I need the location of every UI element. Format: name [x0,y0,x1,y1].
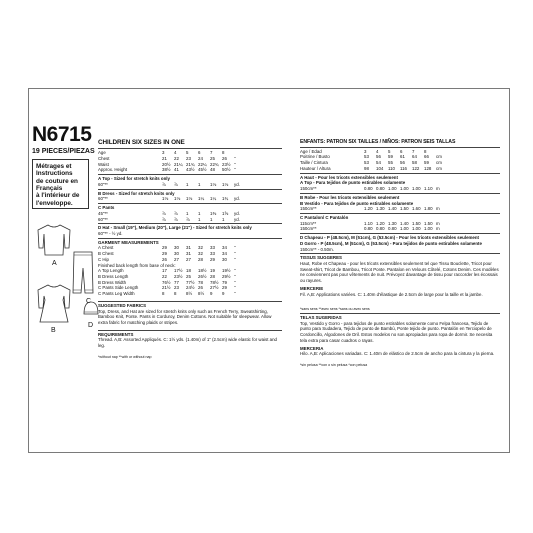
view-label-c: C [86,298,92,305]
table-cell: 1.00 [424,226,433,232]
table-cell: 1¼ [210,196,217,202]
table-cell: 56 [400,160,405,166]
table-cell: 1.80 [424,206,433,212]
tissus-text: Haut, Robe et Chapeau - pour les tricots extensibles seulement tel que Tissu Bouclette, Tricot pour Sweat-shirt, Tricot de Bambou, Tricot Ponte. Pantalon en Velours Côtelé, Cotons Denim. Ces modèles ne conviennent pas pour vêtements de nuit. Prévoyez davantage de tissu pour raccorder les écossais ou rayures. [300,260,499,284]
french-box-line: l'enveloppe. [36,199,73,207]
table-cell: yd. [234,196,240,202]
view-c-pants-sketch [72,250,94,296]
table-cell: 29½ [222,273,231,279]
table-cell: 1.00 [388,186,397,192]
table-cell: 9 [222,291,225,297]
table-cell: 77 [174,279,179,285]
table-cell: " [234,245,236,251]
table-cell: m [436,206,440,212]
table-cell: C Hip [98,256,109,262]
table-cell: 0.80 [364,226,373,232]
table-cell: 1¾ [222,196,229,202]
table-cell: 23½ [174,273,183,279]
french-box-line: de couture en [36,177,78,185]
table-cell: 1.40 [400,220,409,226]
table-cell: 30 [222,256,227,262]
table-cell: 76½ [162,279,171,285]
table-cell: 28 [210,273,215,279]
table-cell: " [234,256,236,262]
telas-text: Top, Vestido y Gorro - para tejidos de punto estirables solamente como Felpa francesa, Tejido de punto para Sudadera, Tejido de punto de Bambú, Ponte tejido de punto. Pantalón en Terciopelo de Cordoncillo, Algodones de Dril. Estos modelos no son apropiados para ropa de dormir. Se necesita tela extra para casar cuadros o rayas. [300,320,493,343]
table-cell: cm [436,160,442,166]
table-cell: m [436,226,440,232]
requirements-title: REQUIREMENTS [98,331,134,337]
table-cell: 8 [162,291,165,297]
table-cell: 21¾ [186,161,195,167]
table-cell: 8 [174,291,177,297]
table-cell: 9 [210,291,213,297]
table-cell: 6 [198,150,201,156]
table-cell: 32 [198,245,203,251]
table-cell: 1.00 [412,186,421,192]
table-cell: 59 [424,160,429,166]
table-cell: yd. [234,210,240,216]
table-cell: 53 [364,154,369,160]
table-cell: 50½ [222,167,231,173]
table-cell: C Pants Side Length [98,285,139,291]
table-cell: 1.30 [388,220,397,226]
table-cell: 0.80 [388,226,397,232]
table-cell: 8 [424,148,427,154]
table-cell: 78 [198,279,203,285]
table-cell: 45½ [198,167,207,173]
garment-measurements-table [98,245,236,296]
table-cell: B Dress Width [98,279,127,285]
table-cell: Waist [98,161,109,167]
table-cell: 7 [412,148,415,154]
table-cell: 19½ [222,268,231,274]
table-cell: " [234,167,236,173]
yardage-c-title: C Pants [98,205,115,211]
french-box-line: à l'intérieur de [36,192,80,200]
table-cell: 1.40 [388,206,397,212]
table-cell: B Dress Length [98,273,129,279]
table-cell: 27½ [210,285,219,291]
table-cell: 5 [388,148,391,154]
table-cell: 1⅛ [210,181,217,187]
table-cell: Approx. Height [98,167,128,173]
fr-yardage-b-table [300,206,440,212]
mercerie-title: MERCERIE [300,285,324,291]
table-cell: yd. [234,216,240,222]
table-cell: ⅞ [162,181,166,187]
table-cell: 1.10 [364,220,373,226]
table-cell: 1.00 [412,226,421,232]
table-cell: 22 [174,156,179,162]
french-footnote: *sans sens **avec sens *sans ou avec sens [300,307,370,312]
table-cell: 1 [198,210,201,216]
table-cell: 27 [174,256,179,262]
table-cell: 98 [364,165,369,171]
table-cell: 4 [376,148,379,154]
table-cell: 29 [210,256,215,262]
table-cell: 0.80 [376,186,385,192]
french-box-line: Français [36,185,63,193]
table-cell: " [234,156,236,162]
table-cell: 116 [400,165,407,171]
view-label-d: D [88,322,94,329]
table-cell: 21¼ [174,161,183,167]
table-cell: 41 [174,167,179,173]
table-cell: 1.30 [376,206,385,212]
table-cell: 1.50 [424,220,433,226]
table-cell: 8 [222,150,225,156]
table-cell: 1 [222,216,225,222]
table-cell: 48 [210,167,215,173]
requirements-text: Thread. A,B: Assorted Appliqués. C: 1½ yds. (1.40m) of 1" (2.5cm) wide elastic for waist and leg. [98,337,277,349]
table-cell: 1⅛ [186,196,193,202]
table-row [98,196,240,202]
table-cell: 56 [376,154,381,160]
table-cell: m [436,220,440,226]
english-size-table [98,150,236,173]
table-cell: 0.80 [364,186,373,192]
table-cell: 150cm** [300,206,317,212]
table-cell: cm [436,154,442,160]
table-row [300,226,440,232]
table-row [300,166,442,172]
table-cell: 1¼ [198,196,205,202]
table-cell: 17½ [174,268,183,274]
table-cell: Poitrine / Busto [300,154,330,160]
table-cell: 61 [400,154,405,160]
table-cell: Taille / Cintura [300,160,328,166]
table-cell: 18½ [198,268,207,274]
fr-hat-yardage: 150cm** - 0.50m. [300,246,334,252]
table-cell: 22¼ [198,161,207,167]
fr-yardage-a-title: A Haut - Pour les tricots extensibles seulement [300,174,398,180]
table-cell: 43½ [186,167,195,173]
table-cell: 22¾ [210,161,219,167]
view-a-top-sketch [36,222,72,258]
table-cell: 54 [376,160,381,166]
french-spanish-title: ENFANTS: PATRON SIX TAILLES / NIÑOS: PATRON SEIS TALLAS [300,139,456,145]
table-cell: 23 [186,156,191,162]
table-cell: A Chest [98,245,114,251]
table-cell: Hauteur / Altura [300,165,331,171]
table-cell: ⅞ [174,210,178,216]
table-cell: 150cm** [300,186,317,192]
table-cell: 34 [222,245,227,251]
table-cell: 30 [174,245,179,251]
yardage-a-table [98,182,240,188]
table-cell: 53 [364,160,369,166]
table-cell: 21½ [162,285,171,291]
table-cell: 1⅝ [222,210,229,216]
french-box-line: Instructions [36,170,73,178]
table-row [98,182,240,188]
table-cell: 38½ [162,167,171,173]
table-cell: 25 [186,273,191,279]
table-cell: 6 [400,148,403,154]
view-label-b: B [51,327,56,334]
yardage-a-title: A Top - Sized for stretch knits only [98,176,170,182]
fr-yardage-b-title: B Robe - Pour les tricots extensibles seulement [300,194,400,200]
merceria-title: MERCERIA [300,345,324,351]
table-cell: yd. [234,181,240,187]
hat-title: D Hat - Small (19"), Medium (20"), Large (21") - Sized for stretch knits only [98,225,252,231]
english-footnote: *without nap **with or without nap [98,354,152,359]
table-cell: 1.20 [376,220,385,226]
table-cell: 17 [162,268,167,274]
table-cell: " [234,251,236,257]
table-cell: 55 [388,160,393,166]
table-cell: 29 [162,245,167,251]
table-cell: 128 [424,165,432,171]
table-cell: Age / Edad [300,148,322,154]
table-cell: 45"** [98,210,108,216]
table-row [98,217,240,223]
table-cell: C Pants Leg Width [98,291,135,297]
table-cell: 29 [162,251,167,257]
table-cell: 1⅛ [174,196,181,202]
table-row [300,206,440,212]
table-cell: " [234,279,236,285]
english-title: CHILDREN SIX SIZES IN ONE [98,139,185,146]
table-cell: 4 [174,150,177,156]
table-cell: 59 [388,154,393,160]
table-cell: 1 [198,181,201,187]
french-size-table [300,149,442,172]
table-cell: 26 [198,285,203,291]
table-cell: ⅞ [186,216,190,222]
table-cell: 60"** [98,196,108,202]
table-cell: 33 [210,245,215,251]
table-cell: m [436,186,440,192]
english-column [98,139,282,360]
table-row [98,274,236,280]
french-spanish-column [300,139,500,368]
table-cell: 1.50 [400,206,409,212]
view-b-dress-sketch [34,282,74,326]
yardage-b-title: B Dress - Sized for stretch knits only [98,190,175,196]
table-cell: 19 [210,268,215,274]
table-row [98,291,236,297]
es-yardage-a-title: A Top - Para tejidos de punto estirables solamente [300,180,406,186]
fr-yardage-c-title: C Pantalon/ C Pantalón [300,214,349,220]
table-cell: Chest [98,156,110,162]
table-cell: 24½ [186,285,195,291]
table-cell: Age [98,150,106,156]
table-cell: ⅞ [162,216,166,222]
suggested-fabrics-text: Top, Dress, and Hat are sized for stretch knits only such as French Terry, Sweatshirting, Bamboo Knit, Ponte. Pants in Corduroy, Denim Cottons. Not suitable for sleepwear. Allow extra fabric for matching plaids or stripes. [98,308,272,326]
table-cell: B Chest [98,251,114,257]
table-cell: 1.20 [364,206,373,212]
es-hat-title: D Gorro - P (48.5cm), M (51cm), G (53.5cm) - Para tejidos de punto estirables solamente [300,240,482,246]
tissus-title: TISSUS SUGGERES [300,255,342,261]
table-cell: 3 [162,150,165,156]
table-cell: 115cm** [300,220,317,226]
es-yardage-b-title: B Vestido - Para tejidos de punto estirables solamente [300,200,414,206]
table-cell: 1⅛ [162,196,169,202]
fr-hat-title: D Chapeau - P (48.5cm), M (51cm), G (53.5cm) - Pour les tricots extensibles seulement [300,235,480,241]
merceria-text: Hilo. A,B: Aplicaciones variadas. C: 1.40m de elástico de 2.5cm de ancho para la cintura y la pierna. [300,351,495,357]
table-cell: 26 [222,156,227,162]
table-cell: 1 [186,210,189,216]
table-cell: 22 [162,273,167,279]
table-cell: ⅞ [174,216,178,222]
table-cell: 1⅛ [222,181,229,187]
table-cell: 104 [376,165,384,171]
table-cell: 1.50 [412,220,421,226]
table-cell: 1 [210,216,213,222]
table-cell: 27 [186,256,191,262]
table-cell: ⅞ [174,181,178,187]
view-label-a: A [52,260,57,267]
table-cell: 1⅜ [210,210,217,216]
table-cell: 33 [210,251,215,257]
table-cell: 110 [388,165,395,171]
table-cell: 77½ [186,279,195,285]
fr-yardage-c-table [300,221,440,232]
table-cell: 60"** [98,216,108,222]
spanish-footnote: *sin pelusa **con o sin pelusa *con pelusa [300,362,368,367]
table-cell: 30 [174,251,179,257]
table-cell: 1.00 [400,226,409,232]
table-cell: 1.60 [412,206,421,212]
table-cell: 58 [412,160,417,166]
table-cell: " [234,273,236,279]
table-cell: 79 [222,279,227,285]
table-cell: 1.10 [424,186,433,192]
table-cell: " [234,161,236,167]
table-cell: 1 [198,216,201,222]
table-cell: 5 [186,150,189,156]
french-instructions-box [32,159,89,209]
table-cell: " [234,285,236,291]
table-cell: 23½ [222,161,231,167]
table-cell: 21 [162,156,167,162]
table-cell: " [234,268,236,274]
table-cell: 66 [424,154,429,160]
table-cell: 1 [186,181,189,187]
french-box-line: Métrages et [36,163,72,170]
table-cell: 3 [364,148,367,154]
yardage-c-table [98,211,240,222]
table-cell: ⅞ [162,210,166,216]
telas-title: TELAS SUGERIDAS [300,314,342,320]
table-cell: 31 [186,245,191,251]
table-cell: 8½ [198,291,205,297]
garment-measurements-title: GARMENT MEASUREMENTS [98,239,159,245]
table-cell: 1.00 [400,186,409,192]
table-cell: 25 [210,156,215,162]
table-row [98,167,236,173]
table-cell: 26 [162,256,167,262]
mercerie-text: Fil. A,B: Applications variées. C: 1.40m d'élastique de 2.5cm de large pour la taille et la jambe. [300,291,483,297]
table-cell: " [234,291,236,297]
table-cell: 122 [412,165,420,171]
table-cell: 60"** [98,181,108,187]
table-cell: 34 [222,251,227,257]
pieces-count: 19 PIECES/PIEZAS [32,148,95,155]
table-cell: 20½ [162,161,171,167]
table-cell: Finished back length from base of neck: [98,262,176,268]
table-cell: 24 [198,156,203,162]
suggested-fabrics-title: SUGGESTED FABRICS [98,302,147,308]
table-row [300,186,440,192]
table-cell: 31 [186,251,191,257]
table-cell: 7 [210,150,213,156]
table-cell: 64 [412,154,417,160]
table-cell: 32 [198,251,203,257]
table-cell: 23 [174,285,179,291]
table-cell: 0.80 [376,226,385,232]
table-cell: 29 [222,285,227,291]
table-cell: 78½ [210,279,219,285]
table-cell: 28 [198,256,203,262]
table-cell: 26½ [198,273,207,279]
table-cell: A Top Length [98,268,124,274]
table-cell: 18 [186,268,191,274]
table-cell: 8½ [186,291,193,297]
fr-yardage-a-table [300,186,440,192]
yardage-b-table [98,196,240,202]
hat-yardage: 60"** - ½ yd. [98,230,123,236]
table-cell: 150cm** [300,226,317,232]
pattern-number: N6715 [32,123,92,146]
table-cell: cm [436,165,442,171]
